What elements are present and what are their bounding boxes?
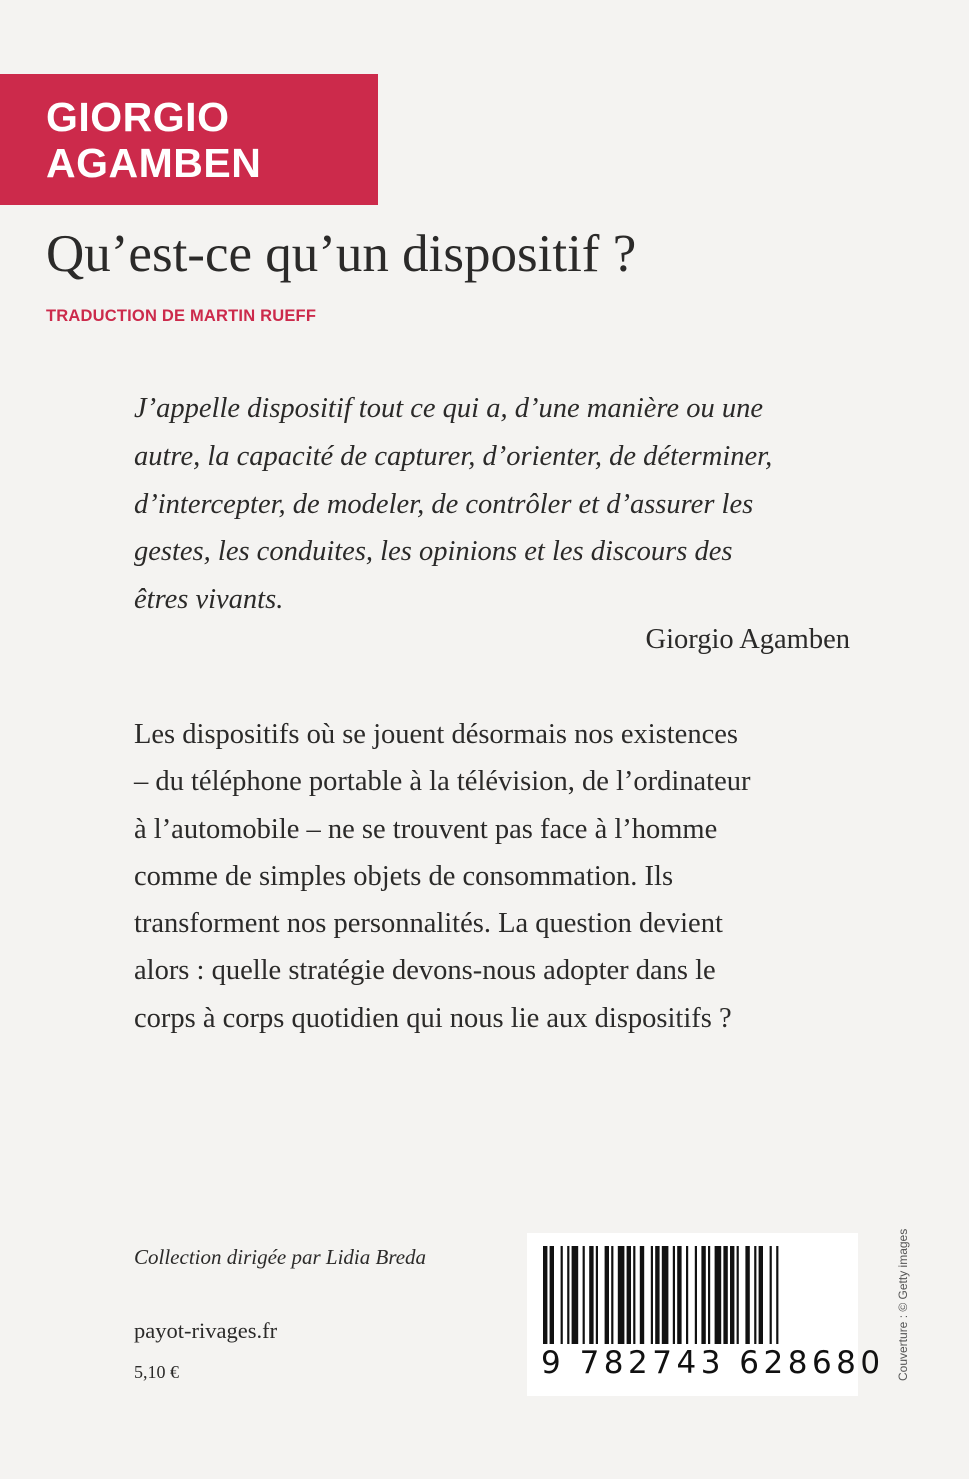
- barcode-bar: [611, 1246, 613, 1344]
- barcode-bar: [662, 1246, 669, 1344]
- barcode-bars: [541, 1246, 845, 1344]
- barcode-bar: [640, 1246, 644, 1344]
- barcode-bar: [605, 1246, 609, 1344]
- barcode-bar: [583, 1246, 585, 1344]
- barcode-bar: [572, 1246, 579, 1344]
- collection-note: Collection dirigée par Lidia Breda: [134, 1245, 427, 1269]
- barcode-bar: [723, 1246, 727, 1344]
- author-last-name: AGAMBEN: [46, 140, 262, 186]
- quote-line: J’appelle dispositif tout ce qui a, d’une manière ou une: [134, 393, 763, 424]
- barcode-bar: [730, 1246, 734, 1344]
- barcode-bar: [708, 1246, 710, 1344]
- barcode-bar: [655, 1246, 659, 1344]
- price-label: 5,10 €: [134, 1362, 179, 1382]
- quote-line: autre, la capacité de capturer, d’orienter, de déterminer,: [134, 440, 773, 472]
- barcode-bar: [737, 1246, 739, 1344]
- barcode-bar: [633, 1246, 635, 1344]
- barcode-bar: [759, 1246, 763, 1344]
- blurb-line: transforment nos personnalités. La question devient: [134, 908, 723, 940]
- barcode: [527, 1233, 885, 1396]
- blurb-line: Les dispositifs où se jouent désormais nos existences: [134, 719, 738, 750]
- blurb-line: à l’automobile – ne se trouvent pas face à l’homme: [134, 813, 718, 845]
- blurb-line: comme de simples objets de consommation. Ils: [134, 860, 674, 892]
- barcode-bar: [550, 1246, 554, 1344]
- barcode-bar: [589, 1246, 593, 1344]
- barcode-bar: [651, 1246, 653, 1344]
- barcode-bar: [673, 1246, 675, 1344]
- author-first-name: GIORGIO: [46, 94, 230, 140]
- barcode-bar: [701, 1246, 705, 1344]
- barcode-bar: [596, 1246, 598, 1344]
- barcode-bar: [677, 1246, 681, 1344]
- barcode-bar: [745, 1246, 749, 1344]
- author-name: [46, 94, 261, 186]
- translator-credit: TRADUCTION DE MARTIN RUEFF: [46, 307, 317, 325]
- barcode-bar: [627, 1246, 631, 1344]
- quote-line: gestes, les conduites, les opinions et les discours des: [134, 536, 733, 568]
- barcode-bar: [567, 1246, 569, 1344]
- blurb-line: alors : quelle stratégie devons-nous adopter dans le: [134, 955, 716, 987]
- barcode-bar: [695, 1246, 697, 1344]
- barcode-bar: [543, 1246, 547, 1344]
- book-blurb: [134, 711, 852, 1042]
- epigraph-quote: [134, 385, 852, 624]
- quote-attribution: Giorgio Agamben: [645, 624, 850, 655]
- barcode-bar: [715, 1246, 722, 1344]
- barcode-bar: [770, 1246, 772, 1344]
- book-title: Qu’est-ce qu’un dispositif ?: [46, 225, 637, 283]
- barcode-digits: 9 782743 628680: [541, 1345, 885, 1381]
- barcode-bar: [776, 1246, 778, 1344]
- photo-credit: Couverture : © Getty images: [896, 1228, 910, 1381]
- blurb-line: – du téléphone portable à la télévision, de l’ordinateur: [134, 766, 751, 798]
- quote-line: êtres vivants.: [134, 584, 284, 616]
- barcode-bar: [618, 1246, 625, 1344]
- barcode-bar: [686, 1246, 688, 1344]
- quote-line: d’intercepter, de modeler, de contrôler et d’assurer les: [134, 488, 754, 520]
- blurb-line: corps à corps quotidien qui nous lie aux dispositifs ?: [134, 1002, 732, 1034]
- publisher-website: payot-rivages.fr: [134, 1318, 278, 1343]
- barcode-bar: [754, 1246, 756, 1344]
- barcode-bar: [561, 1246, 563, 1344]
